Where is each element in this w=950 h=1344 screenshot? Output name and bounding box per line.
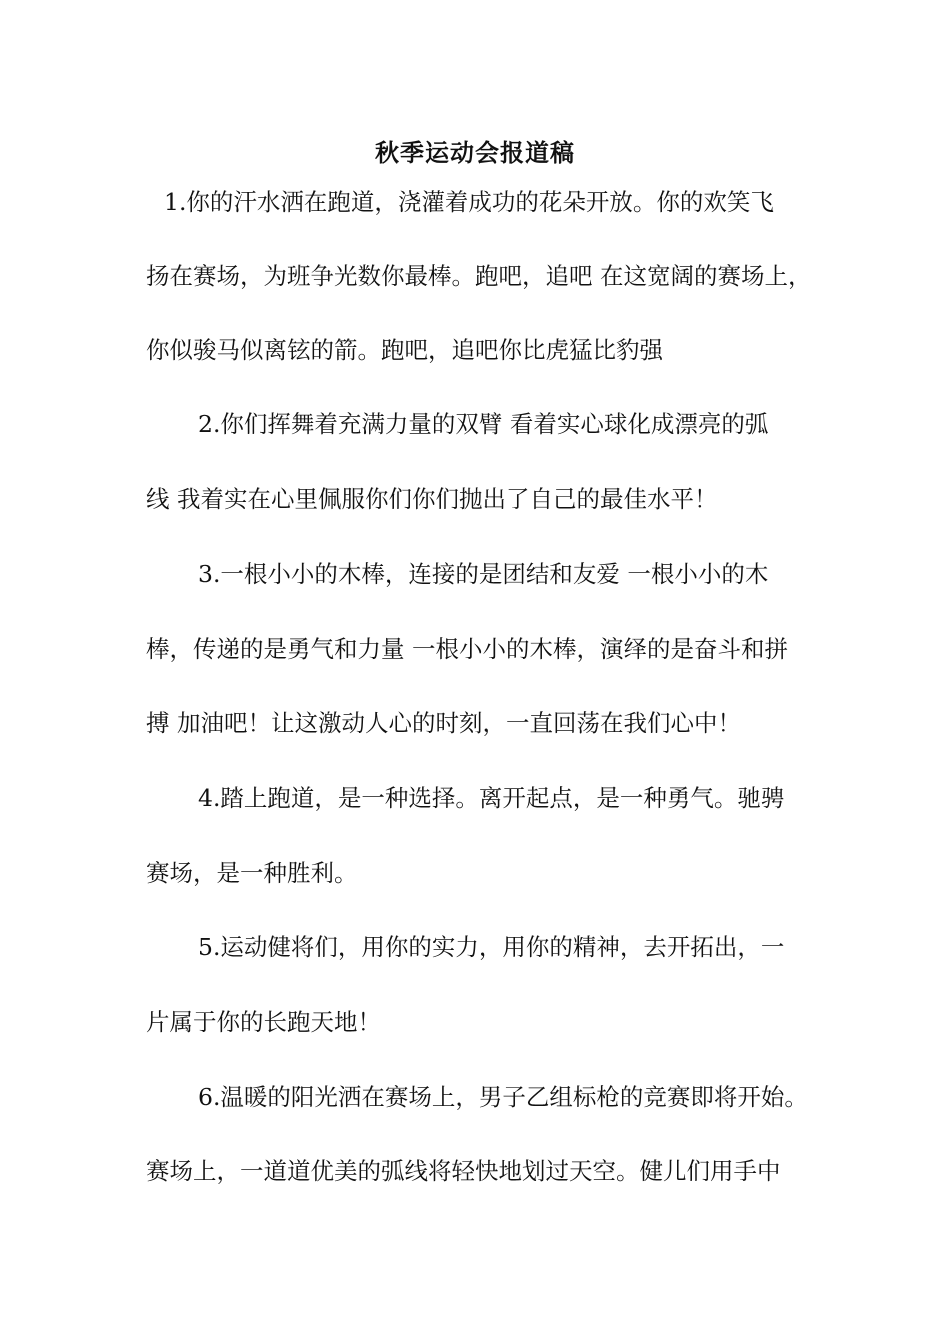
paragraph-line: 6.温暖的阳光洒在赛场上，男子乙组标枪的竞赛即将开始。 <box>198 1083 808 1111</box>
paragraph-line: 扬在赛场，为班争光数你最棒。跑吧，追吧 在这宽阔的赛场上， <box>146 262 812 290</box>
paragraph-line: 3.一根小小的木棒，连接的是团结和友爱 一根小小的木 <box>198 560 769 588</box>
paragraph-line: 棒，传递的是勇气和力量 一根小小的木棒，演绎的是奋斗和拼 <box>146 635 788 663</box>
paragraph-line: 赛场，是一种胜利。 <box>146 859 358 887</box>
paragraph-line: 片属于你的长跑天地！ <box>146 1008 381 1036</box>
paragraph-line: 1.你的汗水洒在跑道，浇灌着成功的花朵开放。你的欢笑飞 <box>164 188 774 216</box>
paragraph-line: 赛场上，一道道优美的弧线将轻快地划过天空。健儿们用手中 <box>146 1157 781 1185</box>
document-title: 秋季运动会报道稿 <box>375 138 575 167</box>
paragraph-line: 你似骏马似离铉的箭。跑吧，追吧你比虎猛比豹强 <box>146 336 663 364</box>
paragraph-line: 4.踏上跑道，是一种选择。离开起点，是一种勇气。驰骋 <box>198 784 785 812</box>
paragraph-line: 5.运动健将们，用你的实力，用你的精神，去开拓出，一 <box>198 933 785 961</box>
paragraph-line: 搏 加油吧！让这激动人心的时刻，一直回荡在我们心中！ <box>146 709 741 737</box>
paragraph-line: 线 我着实在心里佩服你们你们抛出了自己的最佳水平！ <box>146 485 718 513</box>
paragraph-line: 2.你们挥舞着充满力量的双臂 看着实心球化成漂亮的弧 <box>198 410 769 438</box>
